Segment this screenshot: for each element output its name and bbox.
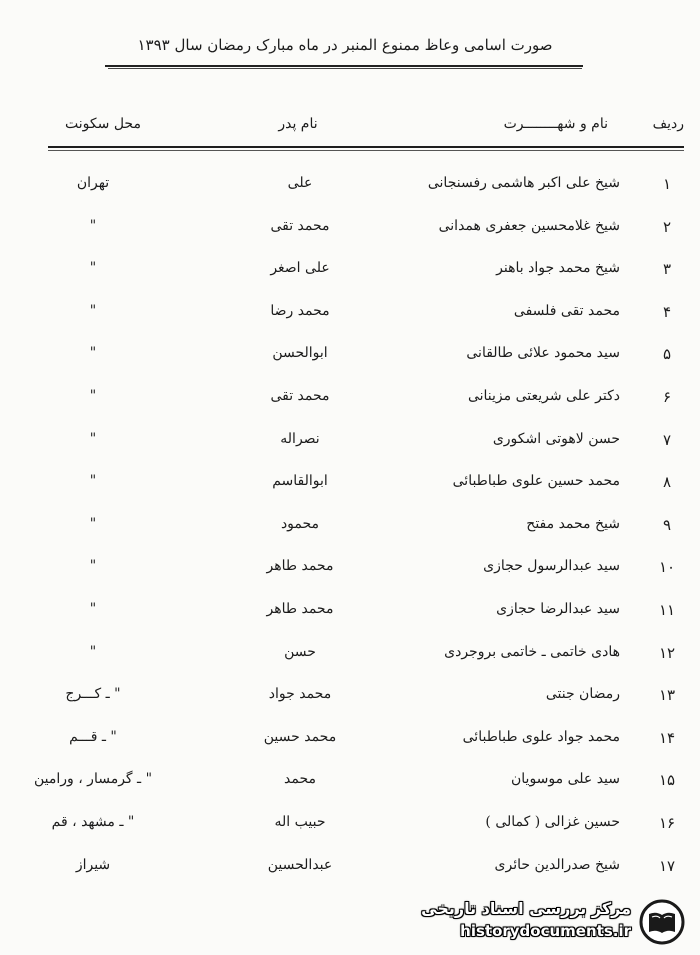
row-residence: " ـ مشهد ، قم: [51, 814, 135, 830]
watermark-title: مرکز بررسی اسناد تاریخی: [421, 899, 631, 918]
row-father-name: ابوالحسن: [272, 345, 328, 362]
row-number: ۱۴: [658, 728, 676, 747]
header-father-name: نام پدر: [278, 116, 318, 132]
row-residence: ": [89, 388, 97, 404]
row-father-name: حبیب اله: [274, 814, 326, 830]
row-father-name: ابوالقاسم: [272, 473, 328, 490]
row-father-name: عبدالحسین: [267, 856, 333, 873]
row-name: شیخ غلامحسین جعفری همدانی: [438, 217, 620, 234]
row-residence: ": [89, 473, 97, 490]
row-number: ۵: [662, 345, 672, 364]
row-name: هادی خاتمی ـ خاتمی بروجردی: [444, 643, 620, 660]
row-residence: ": [89, 217, 97, 234]
row-residence: " ـ گرمسار ، ورامین: [33, 771, 153, 788]
watermark-url: historydocuments.ir: [460, 922, 631, 940]
row-name: سید عبدالرسول حجازی: [483, 558, 620, 575]
table-row: [0, 771, 700, 799]
table-row: [0, 516, 700, 544]
document-title: صورت اسامی وعاظ ممنوع المنبر در ماه مبارک رمضان سال ۱۳۹۳: [137, 36, 553, 54]
table-row: [0, 857, 700, 885]
table-row: [0, 473, 700, 501]
row-number: ۱۱: [658, 601, 676, 619]
row-father-name: محمد تقی: [270, 217, 330, 234]
row-name: سید عبدالرضا حجازی: [496, 601, 620, 617]
row-number: ۱: [662, 175, 672, 193]
table-row: [0, 175, 700, 203]
row-name: حسین غزالی ( کمالی ): [485, 814, 620, 830]
row-father-name: محمد رضا: [270, 302, 330, 319]
row-father-name: محمد: [284, 771, 316, 788]
row-residence: شیراز: [75, 856, 111, 873]
table-row: [0, 729, 700, 757]
row-name: محمد جواد علوی طباطبائی: [462, 728, 620, 745]
table-row: [0, 814, 700, 842]
row-number: ۹: [662, 515, 672, 534]
row-father-name: محمد تقی: [270, 388, 330, 404]
table-row: [0, 388, 700, 416]
table-row: [0, 260, 700, 288]
row-number: ۱۷: [658, 856, 676, 875]
row-number: ۱۳: [658, 686, 676, 705]
table-row: [0, 303, 700, 331]
row-number: ۶: [662, 388, 672, 406]
row-name: محمد تقی فلسفی: [513, 302, 620, 319]
row-father-name: حسن: [284, 643, 316, 660]
row-residence: ": [89, 260, 97, 277]
table-row: [0, 644, 700, 672]
row-residence: ": [89, 345, 97, 362]
row-name: حسن لاهوتی اشکوری: [492, 430, 620, 447]
row-residence: ": [89, 601, 97, 617]
row-residence: ": [89, 558, 97, 575]
row-father-name: محمود: [280, 515, 320, 532]
row-residence: " ـ کـــرج: [65, 686, 121, 703]
row-father-name: علی: [287, 175, 313, 191]
row-name: شیخ محمد مفتح: [526, 515, 620, 532]
row-residence: " ـ قـــم: [69, 728, 117, 745]
row-father-name: محمد طاهر: [266, 558, 334, 575]
row-father-name: محمد جواد: [268, 686, 332, 703]
row-residence: ": [89, 302, 97, 319]
row-number: ۳: [662, 260, 672, 279]
table-row: [0, 558, 700, 586]
table-row: [0, 601, 700, 629]
row-father-name: علی اصغر: [270, 260, 330, 277]
table-row: [0, 218, 700, 246]
row-name: محمد حسین علوی طباطبائی: [452, 473, 620, 490]
row-residence: ": [89, 643, 97, 660]
table-row: [0, 686, 700, 714]
row-number: ۱۰: [658, 558, 676, 577]
row-name: شیخ علی اکبر هاشمی رفسنجانی: [427, 175, 620, 191]
row-name: سید علی موسویان: [511, 771, 620, 788]
row-number: ۴: [662, 302, 672, 321]
row-name: دکتر علی شریعتی مزینانی: [467, 388, 620, 404]
header-name: نام و شهــــــــرت: [503, 116, 608, 132]
table-row: [0, 345, 700, 373]
row-father-name: محمد طاهر: [266, 601, 334, 617]
row-name: سید محمود علائی طالقانی: [466, 345, 620, 362]
header-radif: ردیف: [652, 116, 684, 132]
watermark: [415, 897, 685, 947]
row-residence: تهران: [76, 175, 110, 191]
row-name: شیخ محمد جواد باهنر: [496, 260, 620, 277]
row-number: ۲: [662, 217, 672, 236]
row-number: ۱۲: [658, 643, 676, 662]
open-book-icon: [639, 899, 685, 945]
row-residence: ": [89, 515, 97, 532]
row-father-name: نصراله: [280, 430, 320, 447]
header-residence: محل سکونت: [65, 116, 141, 132]
row-number: ۱۶: [658, 814, 676, 832]
row-name: شیخ صدرالدین حائری: [494, 856, 620, 873]
row-number: ۸: [662, 473, 672, 492]
row-father-name: محمد حسین: [263, 728, 337, 745]
row-number: ۷: [662, 430, 672, 449]
row-residence: ": [89, 430, 97, 447]
row-number: ۱۵: [658, 771, 676, 790]
row-name: رمضان جنتی: [545, 686, 620, 703]
table-row: [0, 431, 700, 459]
